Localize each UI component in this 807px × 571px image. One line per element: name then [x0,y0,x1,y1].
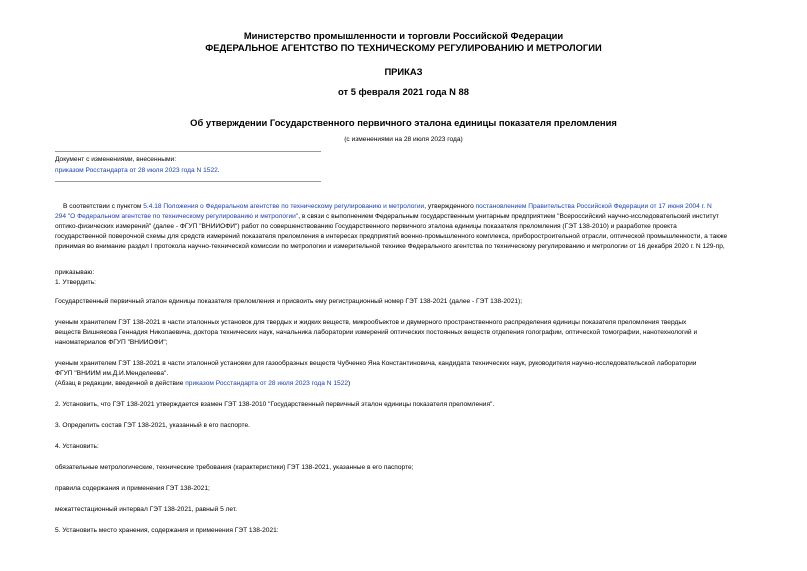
item-1-text: Государственный первичный эталон единицы показателя преломления и присвоить ему регистрационный номер ГЭТ 138-2021 (далее - ГЭТ 138-2021); [55,298,523,305]
item-4: 4. Установить: [55,443,99,450]
item-3: 3. Определить состав ГЭТ 138-2021, указанный в его паспорте. [55,422,250,429]
keeper-1-line-1: ученым хранителем ГЭТ 138-2021 в части эталонных установок для твердых и жидких веществ, микрообъектов и двумерного пространственного распределения единицы показателя преломления твердых [55,319,687,326]
item-4-a: обязательные метрологические, технические требования (характеристики) ГЭТ 138-2021, указанные в его паспорте; [55,464,414,471]
keeper-2-line-2: ФГУП "ВНИИМ им.Д.И.Менделеева". [55,370,169,377]
preamble-line-5: принимая во внимание раздел I протокола научно-технической комиссии по метрологии и измерительной технике Федерального агентства по техническому регулированию и метрологии от 16 декабря 2020 г. N 129-пр, [55,243,725,250]
government-decree-link-cont[interactable]: 294 "О Федеральном агентстве по техническому регулированию и метрологии" [55,213,299,220]
keeper-1-line-2: веществ Вишнякова Геннадия Николаевича, доктора технических наук, начальника лаборатории измерений оптических постоянных веществ отделения голографии, оптической томографии, нанотехнологий и [55,329,698,336]
changes-box-top-rule [55,151,321,152]
changes-box-label: Документ с изменениями, внесенными: [55,156,177,163]
document-title: Об утверждении Государственного первичного эталона единицы показателя преломления [190,117,617,128]
changes-box-link[interactable]: приказом Росстандарта от 28 июля 2023 года N 1522 [55,167,218,174]
regulation-link[interactable]: 5.4.18 Положения о Федеральном агентстве по техническому регулированию и метрологии [143,203,425,210]
keeper-2-line-1: ученым хранителем ГЭТ 138-2021 в части эталонной установки для газообразных веществ Чубченко Яна Константиновича, кандидата технических наук, руководителя научно-исследовательской лаборатории [55,360,697,367]
preamble-line-3: оптико-физических измерений" (далее - ФГУП "ВНИИОФИ") работ по совершенствованию Государственного первичного эталона единицы показателя преломления (ГЭТ 138-2010) и разработке проекта [55,223,677,230]
government-decree-link[interactable]: постановлением Правительства Российской Федерации от 17 июня 2004 г. N [475,203,712,210]
item-4-b: правила содержания и применения ГЭТ 138-2021; [55,485,210,492]
changes-box-bottom-rule [55,181,321,182]
item-2: 2. Установить, что ГЭТ 138-2021 утверждается взамен ГЭТ 138-2010 "Государственный первичный эталон единицы показателя преломления". [55,401,495,408]
item-4-c: межаттестационный интервал ГЭТ 138-2021, равный 5 лет. [55,506,237,513]
changes-box-entry [55,166,220,175]
prikazyvayu-text: приказываю: [55,269,95,276]
ministry-heading: Министерство промышленности и торговли Российской Федерации [243,30,564,41]
agency-heading: ФЕДЕРАЛЬНОЕ АГЕНТСТВО ПО ТЕХНИЧЕСКОМУ РЕГУЛИРОВАНИЮ И МЕТРОЛОГИИ [205,42,602,53]
preamble-line-1: В соответствии с пунктом 5.4.18 Положения о Федеральном агентстве по техническому регулированию и метрологии, утвержденного постановлением Правительства Российской Федерации от 17 июня 2004 г. N [63,203,712,210]
date-number-heading: от 5 февраля 2021 года N 88 [338,86,469,97]
amendment-note: (Абзац в редакции, введенной в действие приказом Росстандарта от 28 июля 2023 года N 1522) [55,380,351,387]
item-1: 1. Утвердить: [55,279,96,286]
preamble-line-2: 294 "О Федеральном агентстве по техническому регулированию и метрологии", в связи с выполнением Федеральным государственным унитарным предприятием "Всероссийский научно-исследовательский институт [55,213,719,220]
revision-note: (с изменениями на 28 июля 2023 года) [344,136,463,143]
doc-type-heading: ПРИКАЗ [384,66,423,77]
keeper-1-line-3: наноматериалов ФГУП "ВНИИОФИ"; [55,339,168,346]
item-5: 5. Установить место хранения, содержания и применения ГЭТ 138-2021: [55,527,279,534]
preamble-line-4: государственной поверочной схемы для средств измерений показателя преломления в интересах предприятий военно-промышленного комплекса, приборостроительной отрасли, оптической промышленности, а также [55,233,728,240]
changes-box-after: . [217,167,220,174]
amendment-link[interactable]: приказом Росстандарта от 28 июля 2023 года N 1522 [185,380,349,387]
